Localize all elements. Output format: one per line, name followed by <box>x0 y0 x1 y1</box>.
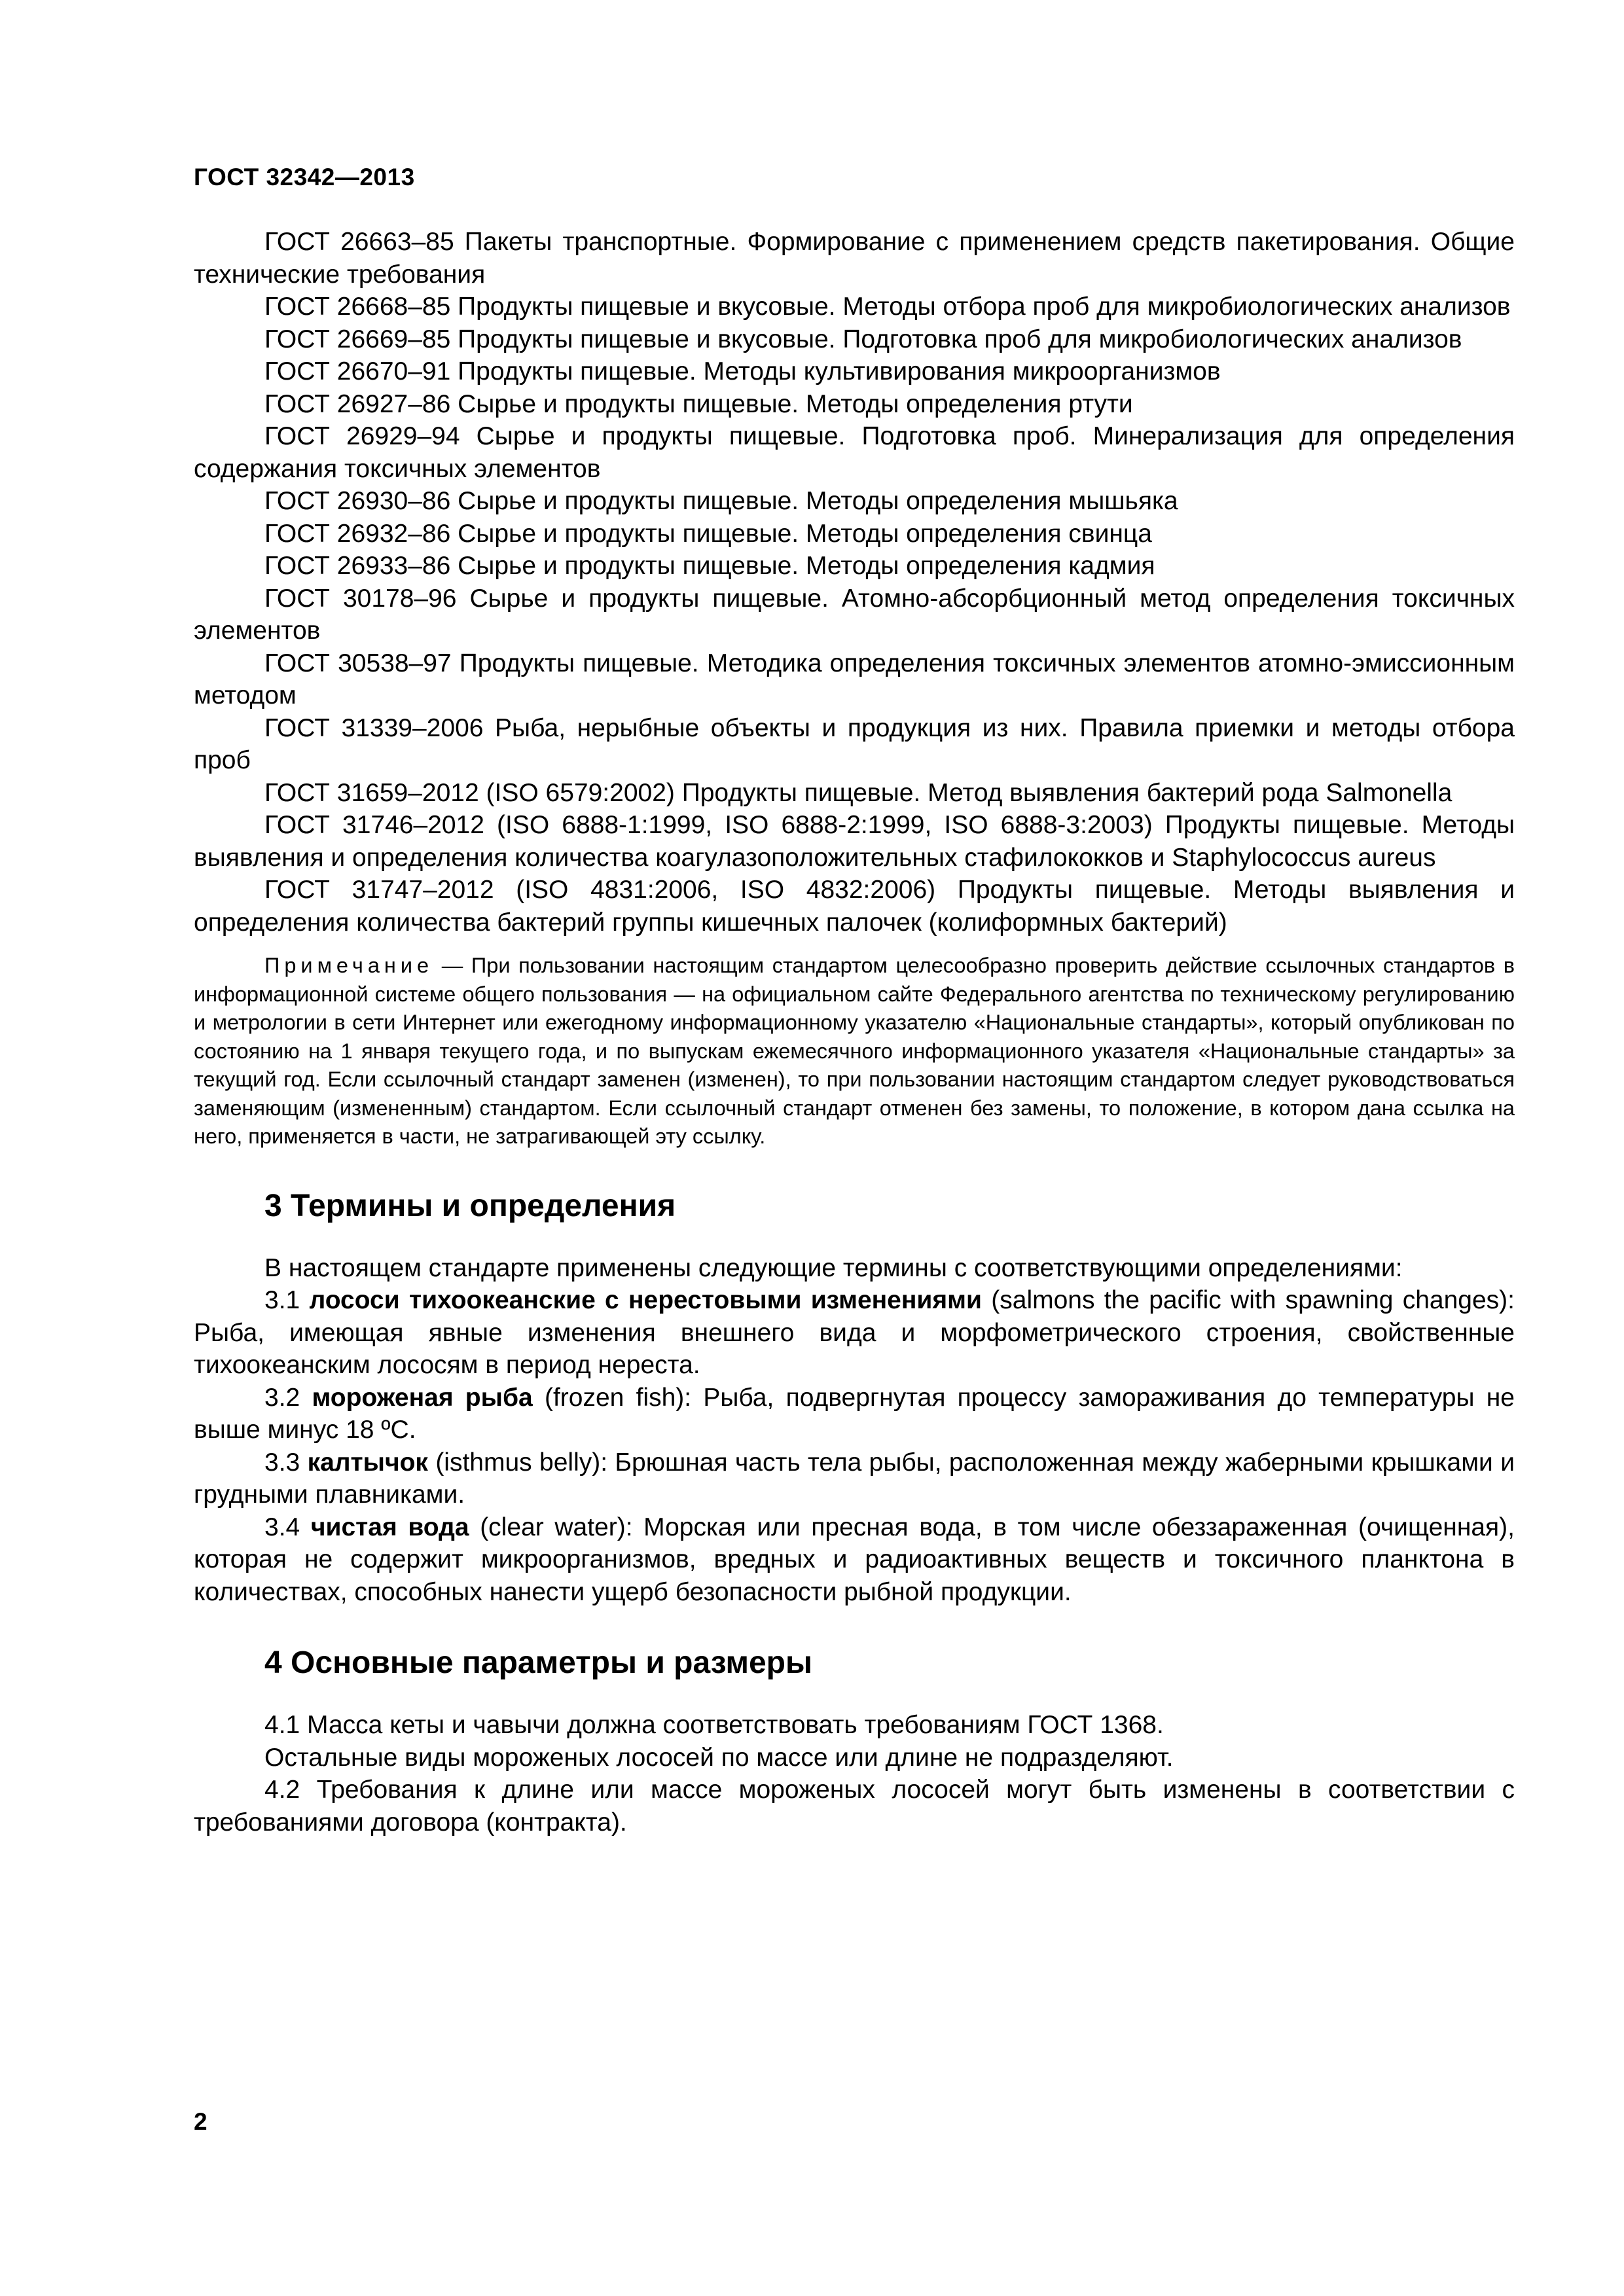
term-number: 3.3 <box>264 1448 308 1477</box>
note-text: — При пользовании настоящим стандартом целесообразно проверить действие ссылочных стандартов в информационной системе общего пользования — на официальном сайте Федерального агентства по техническому регулированию и метрологии в сети Интернет или ежегодному информационному указателю «Национальные стандарты», который опубликован по состоянию на 1 января текущего года, и по выпускам ежемесячного информационного указателя «Национальные стандарты» за текущий год. Если ссылочный стандарт заменен (изменен), то при пользовании настоящим стандартом следует руководствоваться заменяющим (измененным) стандартом. Если ссылочный стандарт отменен без замены, то положение, в котором дана ссылка на него, применяется в части, не затрагивающей эту ссылку. <box>194 954 1515 1148</box>
section-3-title: 3 Термины и определения <box>264 1188 676 1223</box>
term-definition <box>194 1446 1515 1511</box>
term-text: (clear water): Морская или пресная вода, в том числе обеззараженная (очищенная), которая не содержит микроорганизмов, вредных и радиоактивных веществ и токсичного планктона в количествах, способных нанести ущерб безопасности рыбной продукции. <box>194 1513 1515 1606</box>
reference-item: ГОСТ 26668–85 Продукты пищевые и вкусовые. Методы отбора проб для микробиологических анализов <box>264 293 1511 321</box>
term-number: 3.2 <box>264 1383 312 1412</box>
section-3-intro: В настоящем стандарте применены следующие термины с соответствующими определениями: <box>264 1253 1403 1282</box>
section-4-paragraph: 4.1 Масса кеты и чавычи должна соответствовать требованиям ГОСТ 1368. <box>264 1711 1164 1739</box>
reference-item: ГОСТ 30178–96 Сырье и продукты пищевые. Атомно-абсорбционный метод определения токсичных элементов <box>194 584 1515 645</box>
reference-item: ГОСТ 26669–85 Продукты пищевые и вкусовые. Подготовка проб для микробиологических анализов <box>264 325 1462 353</box>
reference-item: ГОСТ 31747–2012 (ISO 4831:2006, ISO 4832:2006) Продукты пищевые. Методы выявления и определения количества бактерий группы кишечных палочек (колиформных бактерий) <box>194 876 1515 937</box>
reference-item: ГОСТ 26927–86 Сырье и продукты пищевые. Методы определения ртути <box>264 389 1133 418</box>
reference-item: ГОСТ 26933–86 Сырье и продукты пищевые. Методы определения кадмия <box>264 552 1155 580</box>
term-text: (frozen fish): Рыба, подвергнутая процессу замораживания до температуры не выше минус 18 ºC. <box>194 1383 1515 1444</box>
term-name: калтычок <box>307 1448 428 1477</box>
term-name: чистая вода <box>310 1513 469 1541</box>
term-definition <box>194 1511 1515 1609</box>
section-4-paragraph: 4.2 Требования к длине или массе мороженых лососей могут быть изменены в соответствии с требованиями договора (контракта). <box>194 1776 1515 1837</box>
section-4-title: 4 Основные параметры и размеры <box>264 1645 812 1680</box>
reference-item: ГОСТ 31746–2012 (ISO 6888-1:1999, ISO 6888-2:1999, ISO 6888-3:2003) Продукты пищевые. Методы выявления и определения количества коагулазоположительных стафилококков и Staphylococcus aureus <box>194 811 1515 872</box>
term-number: 3.1 <box>264 1286 310 1314</box>
document-header: ГОСТ 32342—2013 <box>194 164 415 190</box>
reference-item: ГОСТ 26670–91 Продукты пищевые. Методы культивирования микроорганизмов <box>264 357 1221 386</box>
document-body <box>194 226 1515 1839</box>
reference-item: ГОСТ 31339–2006 Рыба, нерыбные объекты и продукция из них. Правила приемки и методы отбора проб <box>194 713 1515 774</box>
note-label: Примечание <box>264 954 434 977</box>
term-name: лососи тихоокеанские с нерестовыми изменениями <box>309 1286 982 1314</box>
reference-item: ГОСТ 30538–97 Продукты пищевые. Методика определения токсичных элементов атомно-эмиссионным методом <box>194 649 1515 709</box>
reference-item: ГОСТ 26930–86 Сырье и продукты пищевые. Методы определения мышьяка <box>264 487 1178 515</box>
reference-item: ГОСТ 31659–2012 (ISO 6579:2002) Продукты пищевые. Метод выявления бактерий рода Salmonella <box>264 778 1453 807</box>
term-text: (salmons the pacific with spawning changes): Рыба, имеющая явные изменения внешнего вида и морфометрического строения, свойственные тихоокеанским лососям в период нереста. <box>194 1286 1515 1379</box>
page-number: 2 <box>194 2108 208 2135</box>
term-definition <box>194 1382 1515 1446</box>
term-name: мороженая рыба <box>312 1383 533 1412</box>
reference-item: ГОСТ 26932–86 Сырье и продукты пищевые. Методы определения свинца <box>264 519 1152 548</box>
note-paragraph <box>194 952 1515 1151</box>
term-number: 3.4 <box>264 1513 311 1541</box>
reference-item: ГОСТ 26663–85 Пакеты транспортные. Формирование с применением средств пакетирования. Общие технические требования <box>194 228 1515 289</box>
section-4-paragraph: Остальные виды мороженых лососей по массе или длине не подразделяют. <box>264 1743 1174 1772</box>
reference-item: ГОСТ 26929–94 Сырье и продукты пищевые. Подготовка проб. Минерализация для определения содержания токсичных элементов <box>194 422 1515 483</box>
term-text: (isthmus belly): Брюшная часть тела рыбы, расположенная между жаберными крышками и грудными плавниками. <box>194 1448 1515 1509</box>
term-definition <box>194 1284 1515 1382</box>
